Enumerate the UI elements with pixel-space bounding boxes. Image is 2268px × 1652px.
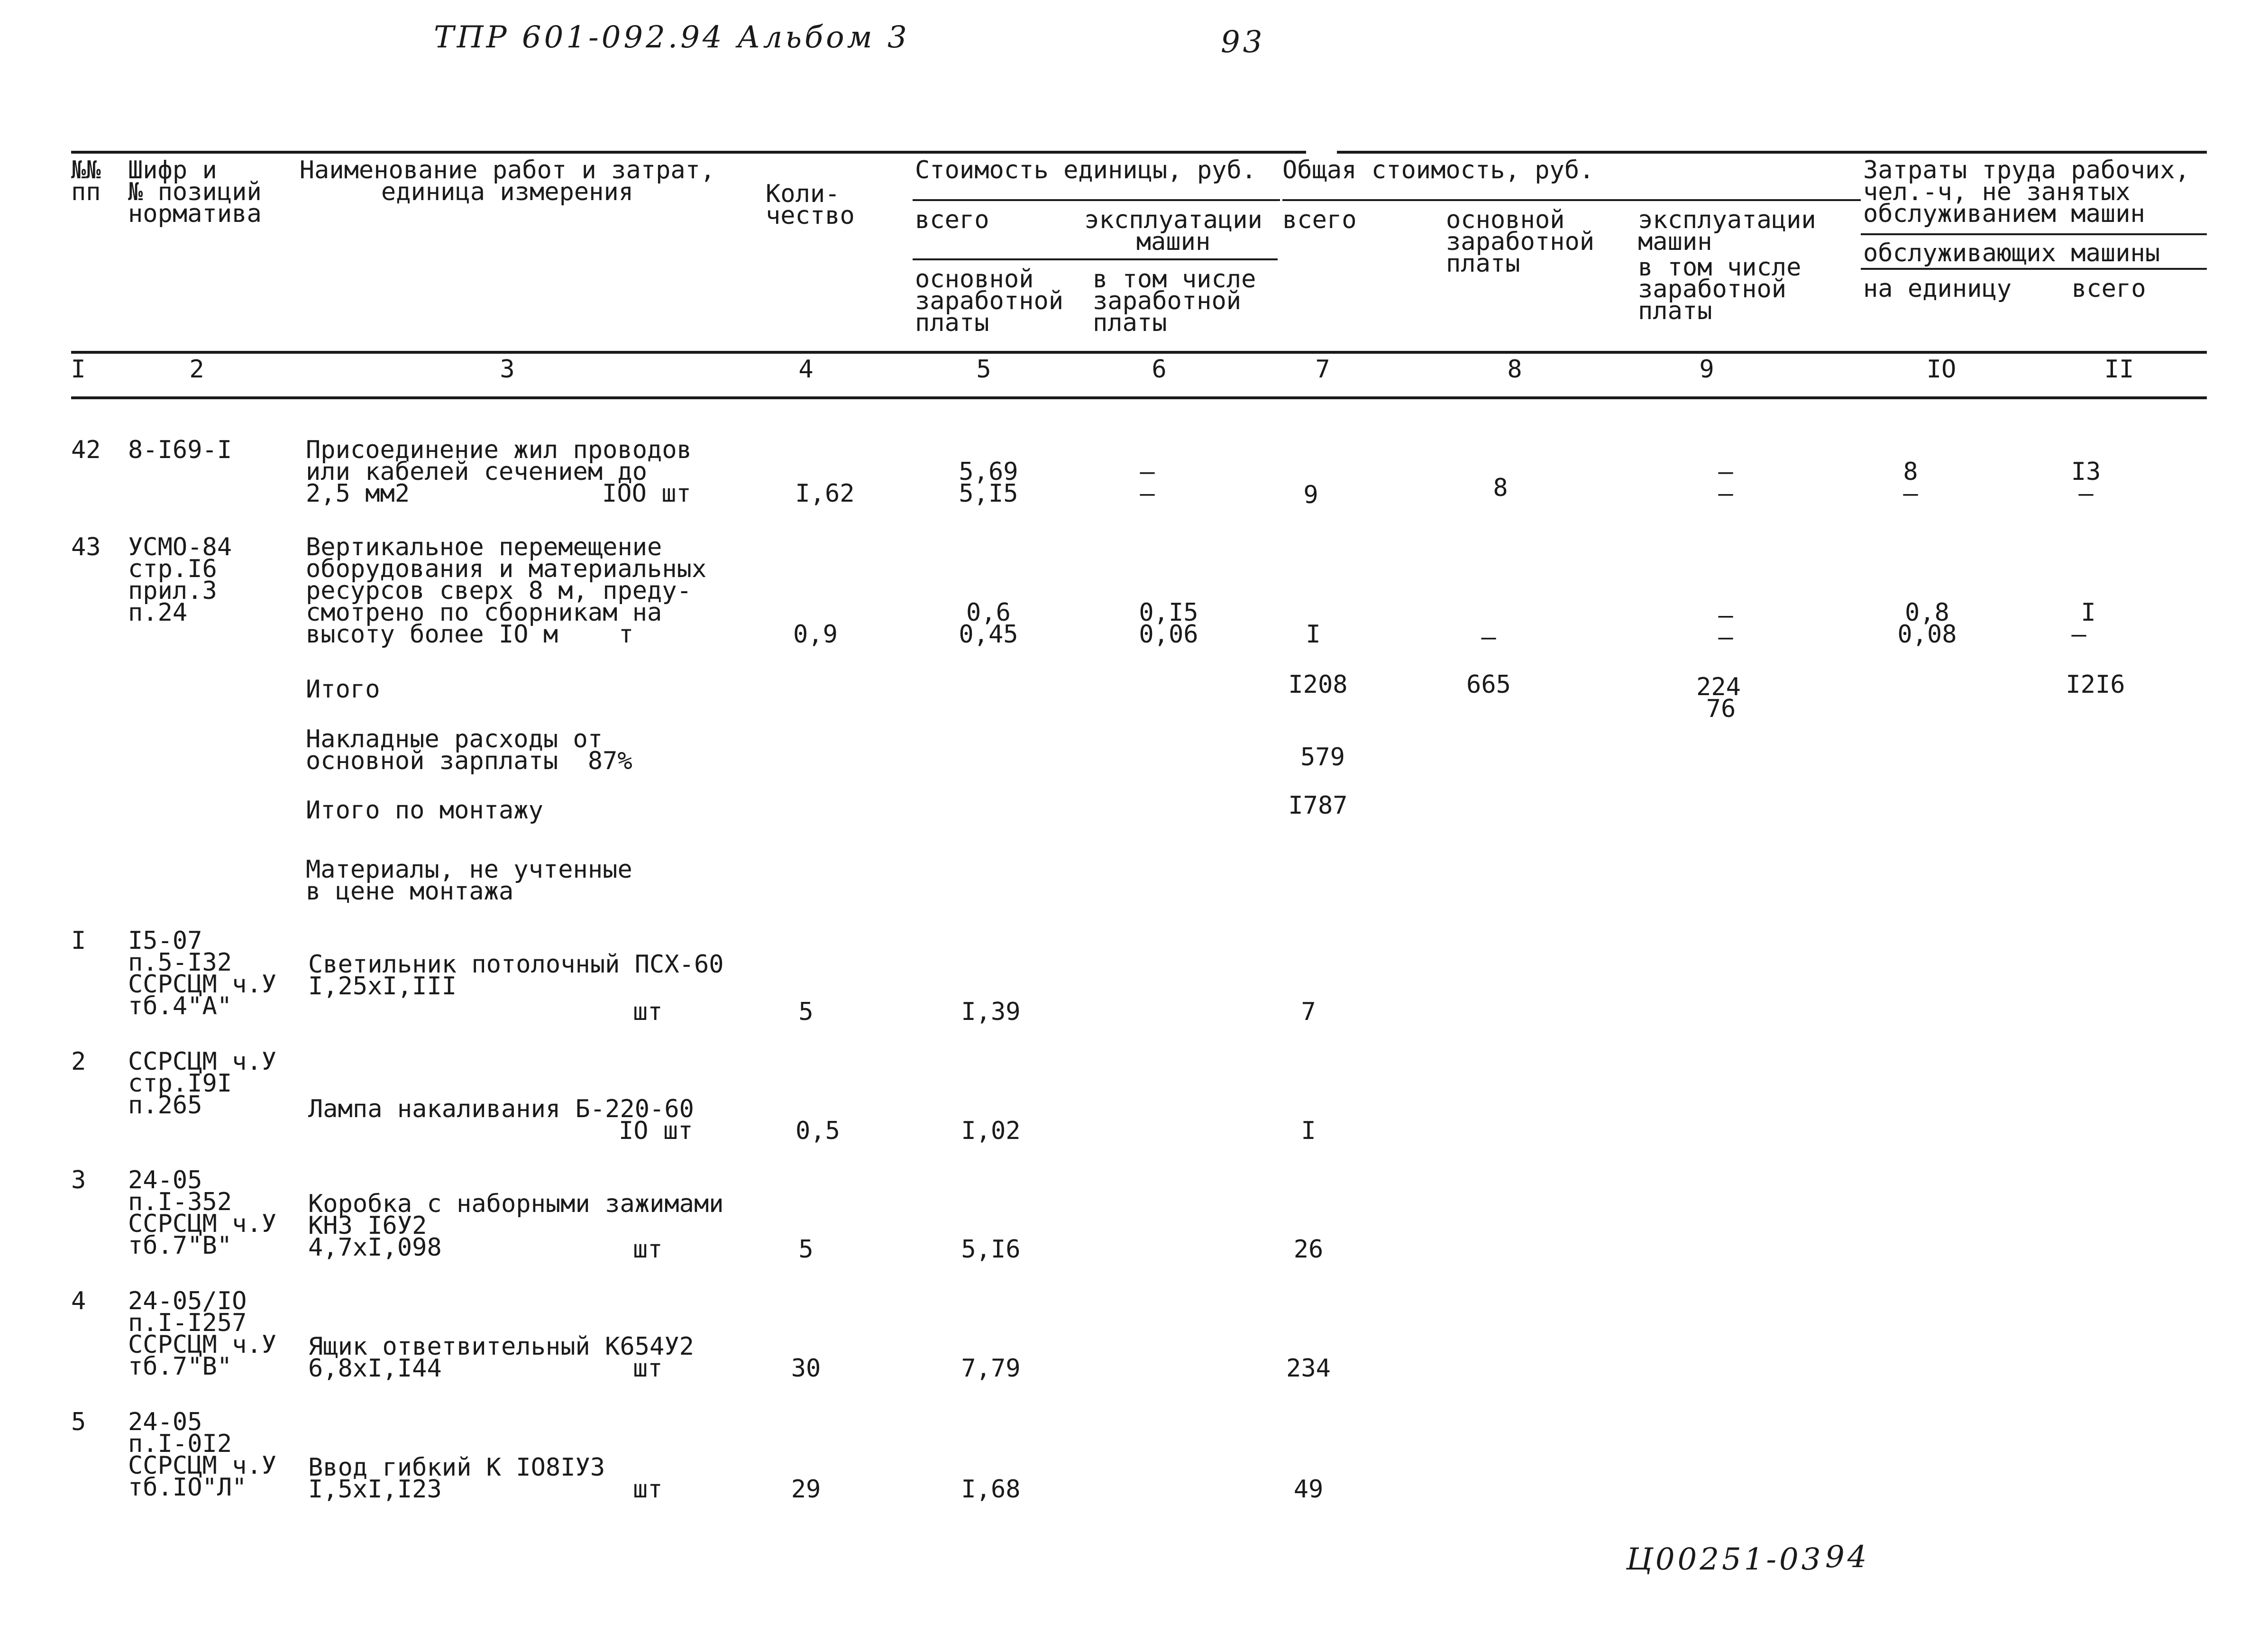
material-code: 24-05/IO xyxy=(128,1287,247,1315)
material-code: ССРСЦМ ч.У xyxy=(128,970,277,999)
material-qty: 30 xyxy=(791,1354,821,1383)
header-total-cost: Общая стоимость, руб. xyxy=(1282,156,1594,184)
row-basic-salary: – xyxy=(1481,623,1496,652)
itogo-labor: I2I6 xyxy=(2066,670,2125,699)
header-unit-incl: платы xyxy=(1093,309,1167,337)
header-unit-total: всего xyxy=(915,206,989,234)
material-qty: 5 xyxy=(798,1235,814,1264)
row-machines: – xyxy=(1718,601,1733,630)
material-unit: IO шт xyxy=(619,1117,693,1145)
total-cost-rule xyxy=(1282,199,1861,201)
material-qty: 29 xyxy=(791,1475,821,1504)
row-total: 9 xyxy=(1303,481,1318,509)
material-number: 3 xyxy=(71,1166,86,1194)
header-unit-basic: основной xyxy=(915,265,1034,294)
column-number: 6 xyxy=(1152,355,1167,384)
material-name: Ящик ответвительный К654У2 xyxy=(308,1332,694,1361)
labor-rule xyxy=(1861,268,2207,270)
row-name: или кабелей сечением до xyxy=(306,458,648,486)
column-number: 9 xyxy=(1699,355,1714,384)
column-number: 5 xyxy=(976,355,991,384)
material-code: ССРСЦМ ч.У xyxy=(128,1451,277,1480)
unit-subrule xyxy=(1090,258,1275,260)
labor-rule xyxy=(1861,233,2207,235)
page-number: 93 xyxy=(1221,25,1265,60)
header-total-basic: заработной xyxy=(1446,228,1595,256)
header-top-rule xyxy=(1337,151,2207,154)
column-number: 7 xyxy=(1315,355,1330,384)
material-number: 4 xyxy=(71,1287,86,1315)
column-number: 3 xyxy=(500,355,515,384)
unit-cost-rule xyxy=(913,199,1280,201)
row-labor-total: I3 xyxy=(2071,458,2101,486)
header-labor: обслуживанием машин xyxy=(1863,200,2145,228)
header-total-incl: в том числе xyxy=(1638,253,1802,282)
row-basic-salary: 8 xyxy=(1493,474,1508,502)
header-top-rule xyxy=(71,151,265,154)
itogo-basic: 665 xyxy=(1466,670,1511,699)
material-code: тб.7"В" xyxy=(128,1352,232,1381)
material-number: 2 xyxy=(71,1047,86,1076)
material-unit: шт xyxy=(633,1354,663,1383)
material-code: 24-05 xyxy=(128,1408,202,1436)
column-number: I xyxy=(71,355,86,384)
material-total: I xyxy=(1301,1117,1316,1145)
material-name: Светильник потолочный ПСХ-60 xyxy=(308,950,724,979)
header-total-machines: эксплуатации xyxy=(1638,206,1816,234)
material-code: ССРСЦМ ч.У xyxy=(128,1047,277,1076)
row-name: ресурсов сверх 8 м, преду- xyxy=(306,577,692,605)
material-total: 234 xyxy=(1286,1354,1331,1383)
material-unit-cost: I,02 xyxy=(961,1117,1021,1145)
header-unit-incl: в том числе xyxy=(1093,265,1256,294)
materials-heading: Материалы, не учтенные xyxy=(306,855,632,884)
header-name: Наименование работ и затрат, xyxy=(299,156,715,184)
itogo-total: I208 xyxy=(1288,670,1348,699)
header-unit-machines: эксплуатации xyxy=(1084,206,1262,234)
header-unit-incl: заработной xyxy=(1093,287,1242,315)
row-unit-machines: – xyxy=(1140,479,1155,508)
header-total-machines: машин xyxy=(1638,228,1712,256)
row-unit: IOO шт xyxy=(602,479,691,508)
row-unit-total: 0,45 xyxy=(959,620,1018,649)
material-unit: шт xyxy=(633,998,663,1026)
material-code: 24-05 xyxy=(128,1166,202,1194)
row-unit-machines: 0,06 xyxy=(1139,620,1198,649)
overhead-total: 579 xyxy=(1300,743,1345,771)
itogo-machines: 76 xyxy=(1706,695,1736,723)
material-name: Коробка с наборными зажимами xyxy=(308,1190,724,1218)
row-qty: 0,9 xyxy=(793,620,838,649)
material-unit-cost: I,68 xyxy=(961,1475,1021,1504)
material-name: 6,8хI,I44 xyxy=(308,1354,442,1383)
column-number: IO xyxy=(1926,355,1957,384)
material-unit: шт xyxy=(633,1475,663,1504)
header-bottom-rule xyxy=(71,351,2207,354)
header-labor-serving: обслуживающих машины xyxy=(1863,239,2160,267)
material-qty: 0,5 xyxy=(796,1117,840,1145)
material-unit-cost: I,39 xyxy=(961,998,1021,1026)
column-number: 4 xyxy=(798,355,814,384)
material-total: 26 xyxy=(1293,1235,1324,1264)
header-code: норматива xyxy=(128,200,262,228)
material-unit-cost: 5,I6 xyxy=(961,1235,1021,1264)
row-name: высоту более IO м xyxy=(306,620,558,649)
row-name: оборудования и материальных xyxy=(306,555,707,583)
row-labor-total: I xyxy=(2081,598,2096,627)
header-total-incl: платы xyxy=(1638,297,1712,325)
row-unit-total: 5,69 xyxy=(959,458,1018,486)
header-unit-basic: платы xyxy=(915,309,989,337)
header-top-rule xyxy=(265,151,1306,154)
materials-heading: в цене монтажа xyxy=(306,877,514,906)
row-qty: I,62 xyxy=(795,479,855,508)
row-number: 42 xyxy=(71,436,101,464)
row-labor-unit: 8 xyxy=(1903,458,1918,486)
material-code: п.I-I257 xyxy=(128,1309,247,1337)
row-name: 2,5 мм2 xyxy=(306,479,410,508)
row-unit-machines: – xyxy=(1140,458,1155,486)
header-total-basic: основной xyxy=(1446,206,1565,234)
material-name: 4,7хI,098 xyxy=(308,1233,442,1262)
material-number: I xyxy=(71,927,86,955)
material-code: стр.I9I xyxy=(128,1069,232,1098)
numbers-rule xyxy=(71,396,2207,399)
overhead-label: основной зарплаты 87% xyxy=(306,747,632,775)
column-number: II xyxy=(2104,355,2134,384)
header-qty: чество xyxy=(766,202,855,230)
header-total-total: всего xyxy=(1282,206,1357,234)
row-name: смотрено по сборникам на xyxy=(306,598,662,627)
material-name: I,25хI,III xyxy=(308,972,457,1000)
header-num: пп xyxy=(71,178,101,206)
mount-total: I787 xyxy=(1288,791,1348,820)
itogo-label: Итого xyxy=(306,675,380,704)
header-labor: Затраты труда рабочих, xyxy=(1863,156,2190,184)
header-labor-unit: на единицу xyxy=(1863,275,2012,303)
row-name: Вертикальное перемещение xyxy=(306,533,662,561)
row-machines: – xyxy=(1718,623,1733,652)
document-code: Ц00251-03 xyxy=(1626,1542,1824,1577)
material-total: 49 xyxy=(1293,1475,1324,1504)
material-code: I5-07 xyxy=(128,927,202,955)
row-machines: – xyxy=(1718,458,1733,486)
row-unit-total: 0,6 xyxy=(966,598,1011,627)
header-labor: чел.-ч, не занятых xyxy=(1863,178,2131,206)
header-num: №№ xyxy=(71,156,101,184)
overhead-label: Накладные расходы от xyxy=(306,725,603,753)
row-unit-total: 5,I5 xyxy=(959,479,1018,508)
header-unit-cost: Стоимость единицы, руб. xyxy=(915,156,1257,184)
header-qty: Коли- xyxy=(766,180,840,208)
header-labor-total: всего xyxy=(2072,275,2146,303)
material-qty: 5 xyxy=(798,998,814,1026)
row-unit: т xyxy=(619,620,634,649)
row-name: Присоединение жил проводов xyxy=(306,436,692,464)
row-labor-unit: 0,8 xyxy=(1905,598,1949,627)
row-number: 43 xyxy=(71,533,101,561)
header-total-basic: платы xyxy=(1446,249,1520,278)
itogo-machines: 224 xyxy=(1696,673,1741,701)
row-code: стр.I6 xyxy=(128,555,217,583)
mount-label: Итого по монтажу xyxy=(306,796,543,825)
material-total: 7 xyxy=(1301,998,1316,1026)
row-code: УСМО-84 xyxy=(128,533,232,561)
header-code: № позиций xyxy=(128,178,262,206)
row-total: I xyxy=(1306,620,1321,649)
header-code: Шифр и xyxy=(128,156,217,184)
material-name: I,5хI,I23 xyxy=(308,1475,442,1504)
material-code: тб.IO"Л" xyxy=(128,1473,247,1502)
row-unit-machines: 0,I5 xyxy=(1139,598,1198,627)
row-labor-total: – xyxy=(2078,479,2094,508)
material-unit-cost: 7,79 xyxy=(961,1354,1021,1383)
header-unit-basic: заработной xyxy=(915,287,1064,315)
header-name: единица измерения xyxy=(381,178,634,206)
row-machines: – xyxy=(1718,479,1733,508)
material-number: 5 xyxy=(71,1408,86,1436)
material-code: п.265 xyxy=(128,1091,202,1120)
header-total-incl: заработной xyxy=(1638,275,1787,303)
row-labor-total: – xyxy=(2071,620,2086,649)
material-code: п.I-352 xyxy=(128,1188,232,1216)
row-labor-unit: 0,08 xyxy=(1897,620,1957,649)
material-code: ССРСЦМ ч.У xyxy=(128,1331,277,1359)
material-code: ССРСЦМ ч.У xyxy=(128,1210,277,1238)
material-unit: шт xyxy=(633,1235,663,1264)
row-code: п.24 xyxy=(128,598,188,627)
row-labor-unit: – xyxy=(1903,479,1918,508)
column-number: 2 xyxy=(189,355,204,384)
row-code: прил.3 xyxy=(128,577,217,605)
material-code: п.5-I32 xyxy=(128,948,232,977)
material-code: п.I-0I2 xyxy=(128,1430,232,1458)
material-code: тб.4"А" xyxy=(128,992,232,1020)
material-code: тб.7"В" xyxy=(128,1231,232,1260)
material-name: КНЗ I6У2 xyxy=(308,1211,427,1240)
document-reference: ТПР 601-092.94 Альбом 3 xyxy=(434,20,910,55)
material-name: Ввод гибкий К IO8IУ3 xyxy=(308,1453,605,1482)
material-name: Лампа накаливания Б-220-60 xyxy=(308,1095,694,1123)
header-unit-machines: машин xyxy=(1136,228,1211,256)
row-code: 8-I69-I xyxy=(128,436,232,464)
column-number: 8 xyxy=(1507,355,1522,384)
bottom-page-number: 94 xyxy=(1825,1540,1870,1575)
